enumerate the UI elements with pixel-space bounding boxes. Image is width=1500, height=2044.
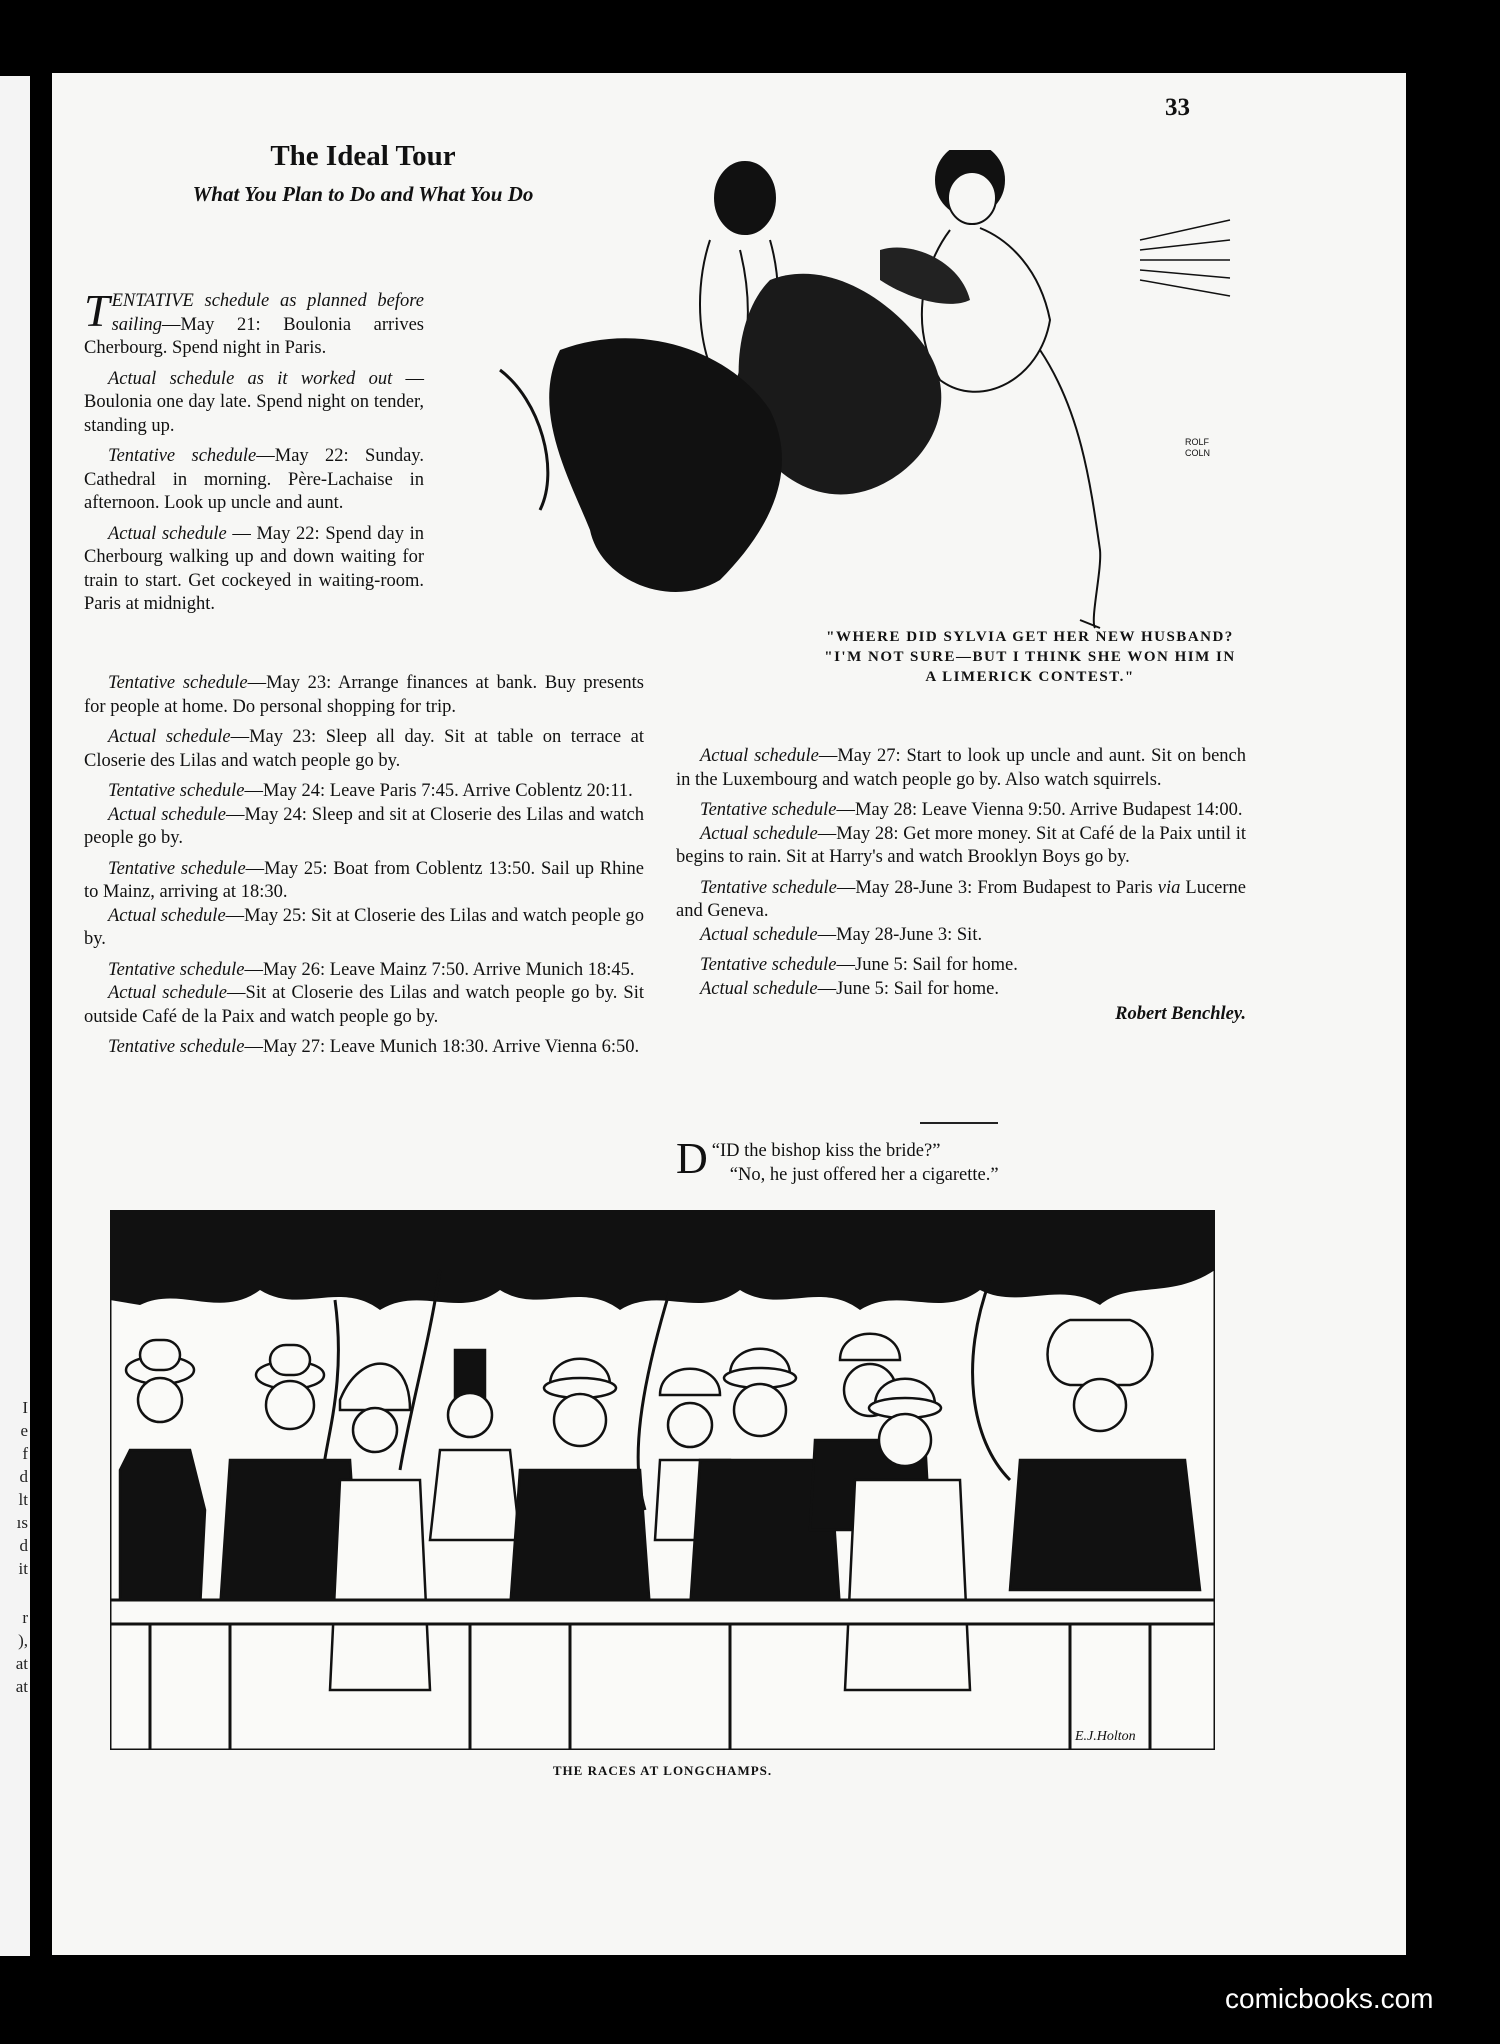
svg-text:COLN: COLN — [1185, 448, 1211, 458]
article-column-left — [84, 285, 424, 617]
paragraph: Tentative schedule—May 23: Arrange finances at bank. Buy presents for people at home. Do personal shopping for trip. — [84, 673, 644, 717]
drop-cap: D — [676, 1134, 708, 1183]
joke-text: “ D ID the bishop kiss the bride?” “No, he just offered her a cigarette.” — [676, 1134, 999, 1185]
fragment: at — [15, 1677, 28, 1696]
cartoon-caption: THE RACES AT LONGCHAMPS. — [552, 1763, 773, 1778]
svg-text:ROLF: ROLF — [1185, 437, 1210, 447]
paragraph: Actual schedule—June 5: Sail for home. — [700, 978, 1000, 999]
paragraph: Actual schedule—May 25: Sit at Closerie des Lilas and watch people go by. — [84, 905, 644, 949]
drop-cap: T — [84, 285, 110, 336]
fragment: d — [19, 1467, 28, 1486]
article-column-right — [676, 745, 1246, 1034]
paragraph: Actual schedule—May 23: Sleep all day. Sit at table on terrace at Closerie des Lilas and watch people go by. — [84, 727, 644, 771]
caption-line: "WHERE DID SYLVIA GET HER NEW HUSBAND? — [826, 629, 1234, 645]
fragment: lt — [18, 1490, 28, 1509]
divider — [920, 1122, 998, 1124]
paragraph: Tentative schedule—May 22: Sunday. Cathedral in morning. Père-Lachaise in afternoon. Look up uncle and aunt. — [84, 446, 424, 513]
joke — [676, 1134, 1246, 1194]
artist-signature: E.J.Holton — [1075, 1729, 1136, 1744]
cartoon-caption — [820, 627, 1240, 687]
paragraph: TENTATIVE schedule as planned before sailing—May 21: Boulonia arrives Cherbourg. Spend night in Paris. — [84, 285, 424, 358]
fragment: e — [20, 1421, 28, 1440]
paragraph: Actual schedule—May 24: Sleep and sit at Closerie des Lilas and watch people go by. — [84, 804, 644, 848]
paragraph: Tentative schedule—May 25: Boat from Coblentz 13:50. Sail up Rhine to Mainz, arriving at 18:30. — [84, 858, 644, 902]
article-title: The Ideal Tour — [270, 140, 456, 172]
fragment: f — [22, 1444, 28, 1463]
paragraph: Actual schedule—May 27: Start to look up uncle and aunt. Sit on bench in the Luxembourg and watch people go by. Also watch squirrels. — [676, 746, 1246, 790]
paragraph: Actual schedule—May 28: Get more money. Sit at Café de la Paix until it begins to rain. Sit at Harry's and watch Brooklyn Boys go by. — [676, 823, 1246, 867]
page-number: 33 — [1165, 94, 1190, 121]
facing-page-edge — [0, 76, 30, 1956]
paragraph: Actual schedule — May 22: Spend day in Cherbourg walking up and down waiting for train to start. Get cockeyed in waiting-room. Paris at midnight. — [84, 523, 424, 614]
paragraph: Tentative schedule—May 27: Leave Munich 18:30. Arrive Vienna 6:50. — [108, 1037, 640, 1057]
paragraph: Actual schedule as it worked out — Boulonia one day late. Spend night on tender, standing up. — [84, 368, 424, 436]
caption-line: "I'M NOT SURE—BUT I THINK SHE WON HIM IN A LIMERICK CONTEST." — [824, 649, 1236, 685]
paragraph: Actual schedule—May 28-June 3: Sit. — [700, 924, 983, 945]
fragment: at — [15, 1654, 28, 1673]
fragment: r — [22, 1608, 28, 1627]
paragraph: Tentative schedule—May 28-June 3: From Budapest to Paris via Lucerne and Geneva. — [676, 877, 1246, 921]
fragment: ıs — [16, 1513, 28, 1532]
author-signature: Robert Benchley. — [1115, 1004, 1246, 1024]
article-subtitle: What You Plan to Do and What You Do — [192, 182, 534, 206]
article-column-left-lower — [84, 672, 644, 1067]
paragraph: Actual schedule—Sit at Closerie des Lilas and watch people go by. Sit outside Café de la Paix and watch people go by. — [84, 983, 644, 1027]
paragraph: Tentative schedule—May 24: Leave Paris 7:45. Arrive Coblentz 20:11. — [108, 781, 633, 801]
fragment: d — [19, 1536, 28, 1555]
paragraph: Tentative schedule—May 28: Leave Vienna 9:50. Arrive Budapest 14:00. — [700, 800, 1243, 820]
dancing-couple-illustration — [440, 150, 1260, 630]
paragraph: Tentative schedule—May 26: Leave Mainz 7:50. Arrive Munich 18:45. — [108, 959, 635, 980]
races-at-longchamps-illustration — [110, 1210, 1215, 1750]
fragment: it — [18, 1559, 28, 1578]
paragraph: Tentative schedule—June 5: Sail for home. — [700, 955, 1018, 975]
fragment: I — [22, 1398, 28, 1417]
watermark: comicbooks.com — [1225, 1983, 1434, 2014]
fragment: ), — [18, 1631, 28, 1650]
